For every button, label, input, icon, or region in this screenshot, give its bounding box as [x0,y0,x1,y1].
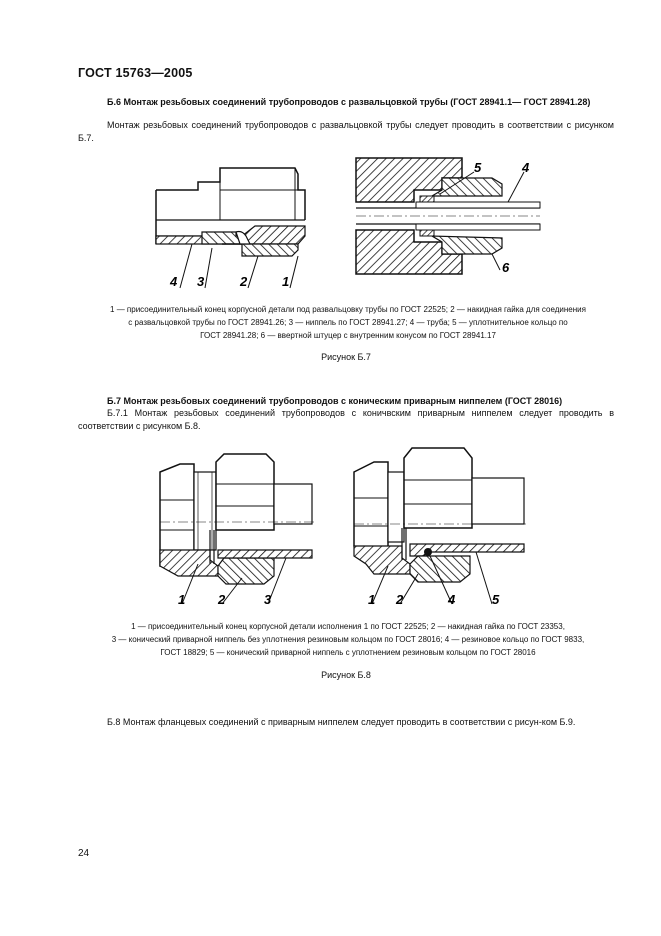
fig-b8-right-label-4: 4 [448,592,456,607]
figure-b8-caption-line: 3 — конический приварной ниппель без уплотнения резиновым кольцом по ГОСТ 28016; 4 — резиновое кольцо по ГОСТ 9833, [111,635,585,644]
figure-b7-left-drawing [150,160,320,290]
section-b8-text: Б.8 Монтаж фланцевых соединений с приварным ниппелем следует проводить в соответствии с рисун-ком Б.9. [107,717,576,727]
fig-b7-left-label-3: 3 [197,274,205,289]
figure-b8-left-drawing [158,454,318,610]
fig-b8-left-label-3: 3 [264,592,272,607]
fig-b7-right-label-6: 6 [502,260,510,275]
fig-b7-right-label-5: 5 [474,160,482,175]
fig-b8-left-label-1: 1 [178,592,186,607]
figure-b7-title: Рисунок Б.7 [321,352,371,362]
page-number: 24 [78,848,90,859]
figure-b8-title: Рисунок Б.8 [321,670,371,680]
figure-b7-caption-line: ГОСТ 28941.28; 6 — ввертной штуцер с внутренним конусом по ГОСТ 28941.17 [200,331,496,340]
section-b6-text: Монтаж резьбовых соединений трубопроводов с развальцовкой трубы следует проводить в соответствии с рисунком Б.7. [78,120,614,143]
section-b7-heading: Б.7 Монтаж резьбовых соединений трубопроводов с коническим приварным ниппелем (ГОСТ 28016) [107,396,563,406]
fig-b7-left-label-2: 2 [240,274,248,289]
fig-b7-right-label-4: 4 [522,160,530,175]
fig-b8-right-label-1: 1 [368,592,376,607]
figure-b8-caption [72,620,624,659]
figure-b8-caption-line: ГОСТ 18829; 5 — конический приварной ниппель с уплотнением резиновым кольцом по ГОСТ 28016 [160,648,536,657]
fig-b8-left-label-2: 2 [218,592,226,607]
figure-b7-caption [78,303,618,342]
fig-b7-left-label-1: 1 [282,274,290,289]
section-b6-heading: Б.6 Монтаж резьбовых соединений трубопроводов с развальцовкой трубы (ГОСТ 28941.1— ГОСТ 28941.28) [107,97,591,107]
figure-b7-caption-line: 1 — присоединительный конец корпусной детали под развальцовку трубы по ГОСТ 22525; 2 — накидная гайка для соединения [110,305,586,314]
document-header: ГОСТ 15763—2005 [78,66,193,80]
fig-b7-left-label-4: 4 [170,274,178,289]
fig-b8-right-label-5: 5 [492,592,500,607]
fig-b8-right-label-2: 2 [396,592,404,607]
section-b7-text: Б.7.1 Монтаж резьбовых соединений трубопроводов с коничвским приварным ниппелем следует проводить в соответствии с рисунком Б.8. [78,408,614,431]
figure-b8-caption-line: 1 — присоединительный конец корпусной детали исполнения 1 по ГОСТ 22525; 2 — накидная гайка по ГОСТ 23353, [131,622,565,631]
figure-b7-right-drawing [352,158,542,282]
figure-b8-right-drawing [352,448,532,610]
figure-b7-caption-line: с развальцовкой трубы по ГОСТ 28941.26; 3 — ниппель по ГОСТ 28941.27; 4 — труба; 5 — уплотнительное кольцо по [128,318,568,327]
